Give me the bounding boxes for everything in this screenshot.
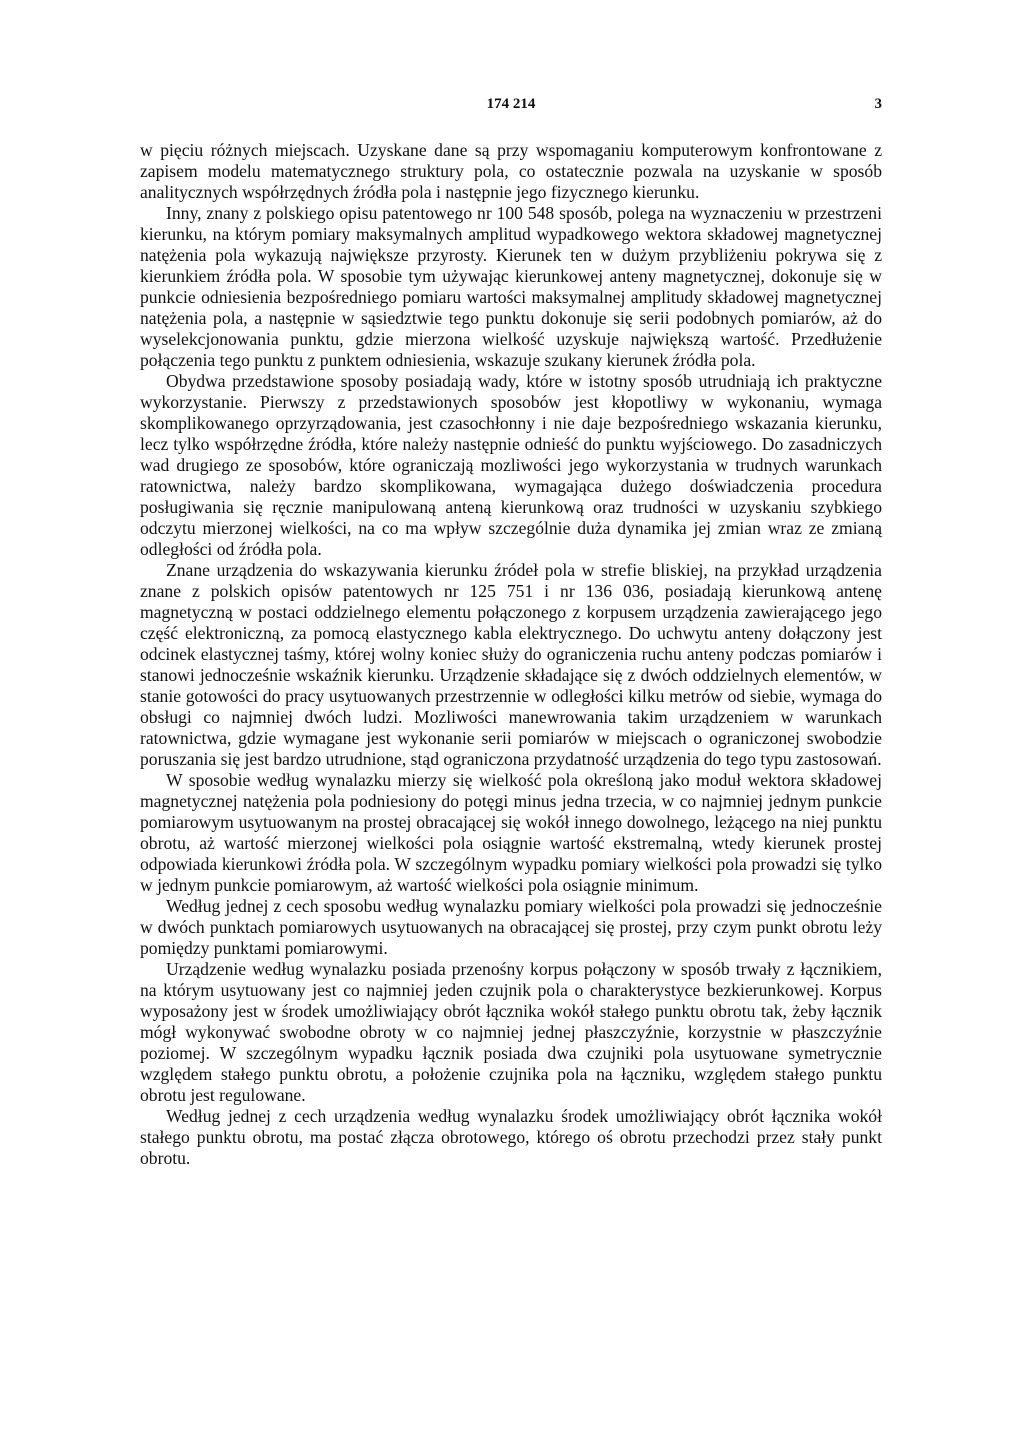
paragraph: W sposobie według wynalazku mierzy się wielkość pola określoną jako moduł wektora składowej magnetycznej natężenia pola podniesiony do potęgi minus jedna trzecia, w co najmniej jednym punkcie pomiarowym usytuowanym na prostej obracającej się wokół innego dowolnego, leżącego na niej punktu obrotu, aż wartość mierzonej wielkości pola osiągnie wartość ekstremalną, wtedy kierunek prostej odpowiada kierunkowi źródła pola. W szczególnym wypadku pomiary wielkości pola prowadzi się tylko w jednym punkcie pomiarowym, aż wartość wielkości pola osiągnie minimum. <box>140 770 882 895</box>
page-header <box>140 96 882 120</box>
document-body <box>140 140 882 1169</box>
paragraph: Inny, znany z polskiego opisu patentowego nr 100 548 sposób, polega na wyznaczeniu w przestrzeni kierunku, na którym pomiary maksymalnych amplitud wypadkowego wektora składowej magnetycznej natężenia pola wykazują największe przyrosty. Kierunek ten w dużym przybliżeniu pokrywa się z kierunkiem źródła pola. W sposobie tym używając kierunkowej anteny magnetycznej, dokonuje się w punkcie odniesienia bezpośredniego pomiaru wartości maksymalnej amplitudy składowej magnetycznej natężenia pola, a następnie w sąsiedztwie tego punktu dokonuje się serii podobnych pomiarów, aż do wyselekcjonowania punktu, gdzie mierzona wielkość uzyskuje największą wartość. Przedłużenie połączenia tego punktu z punktem odniesienia, wskazuje szukany kierunek źródła pola. <box>140 203 882 370</box>
paragraph: Według jednej z cech urządzenia według wynalazku środek umożliwiający obrót łącznika wokół stałego punktu obrotu, ma postać złącza obrotowego, którego oś obrotu przechodzi przez stały punkt obrotu. <box>140 1106 882 1168</box>
paragraph: Obydwa przedstawione sposoby posiadają wady, które w istotny sposób utrudniają ich praktyczne wykorzystanie. Pierwszy z przedstawionych sposobów jest kłopotliwy w wykonaniu, wymaga skomplikowanego oprzyrządowania, jest czasochłonny i nie daje bezpośredniego wskazania kierunku, lecz tylko współrzędne źródła, które należy następnie odnieść do punktu wyjściowego. Do zasadniczych wad drugiego ze sposobów, które ograniczają mozliwości jego wykorzystania w trudnych warunkach ratownictwa, należy bardzo skomplikowana, wymagająca dużego doświadczenia procedura posługiwania się ręcznie manipulowaną anteną kierunkową oraz trudności w uzyskaniu szybkiego odczytu mierzonej wielkości, na co ma wpływ szczególnie duża dynamika jej zmian wraz ze zmianą odległości od źródła pola. <box>140 371 882 559</box>
page-number: 3 <box>874 96 882 112</box>
paragraph: w pięciu różnych miejscach. Uzyskane dane są przy wspomaganiu komputerowym konfrontowane z zapisem modelu matematycznego struktury pola, co ostatecznie pozwala na uzyskanie w sposób analitycznych współrzędnych źródła pola i następnie jego fizycznego kierunku. <box>140 140 882 202</box>
paragraph: Urządzenie według wynalazku posiada przenośny korpus połączony w sposób trwały z łącznikiem, na którym usytuowany jest co najmniej jeden czujnik pola o charakterystyce bezkierunkowej. Korpus wyposażony jest w środek umożliwiający obrót łącznika wokół stałego punktu obrotu tak, żeby łącznik mógł wykonywać swobodne obroty w co najmniej jednej płaszczyźnie, korzystnie w płaszczyźnie poziomej. W szczególnym wypadku łącznik posiada dwa czujniki pola usytuowane symetrycznie względem stałego punktu obrotu, a położenie czujnika pola na łączniku, względem stałego punktu obrotu jest regulowane. <box>140 959 882 1105</box>
paragraph: Znane urządzenia do wskazywania kierunku źródeł pola w strefie bliskiej, na przykład urządzenia znane z polskich opisów patentowych nr 125 751 i nr 136 036, posiadają kierunkową antenę magnetyczną w postaci oddzielnego elementu połączonego z korpusem urządzenia zawierającego jego część elektroniczną, za pomocą elastycznego kabla elektrycznego. Do uchwytu anteny dołączony jest odcinek elastycznej taśmy, której wolny koniec służy do ograniczenia ruchu anteny podczas pomiarów i stanowi jednocześnie wskaźnik kierunku. Urządzenie składające się z dwóch oddzielnych elementów, w stanie gotowości do pracy usytuowanych przestrzennie w odległości kilku metrów od siebie, wymaga do obsługi co najmniej dwóch ludzi. Mozliwości manewrowania takim urządzeniem w warunkach ratownictwa, gdzie wymagane jest wykonanie serii pomiarów w miejscach o ograniczonej swobodzie poruszania się jest bardzo utrudnione, stąd ograniczona przydatność urządzenia do tego typu zastosowań. <box>140 560 882 769</box>
patent-number: 174 214 <box>486 96 536 112</box>
paragraph: Według jednej z cech sposobu według wynalazku pomiary wielkości pola prowadzi się jednocześnie w dwóch punktach pomiarowych usytuowanych na obracającej się prostej, przy czym punkt obrotu leży pomiędzy punktami pomiarowymi. <box>140 896 882 958</box>
